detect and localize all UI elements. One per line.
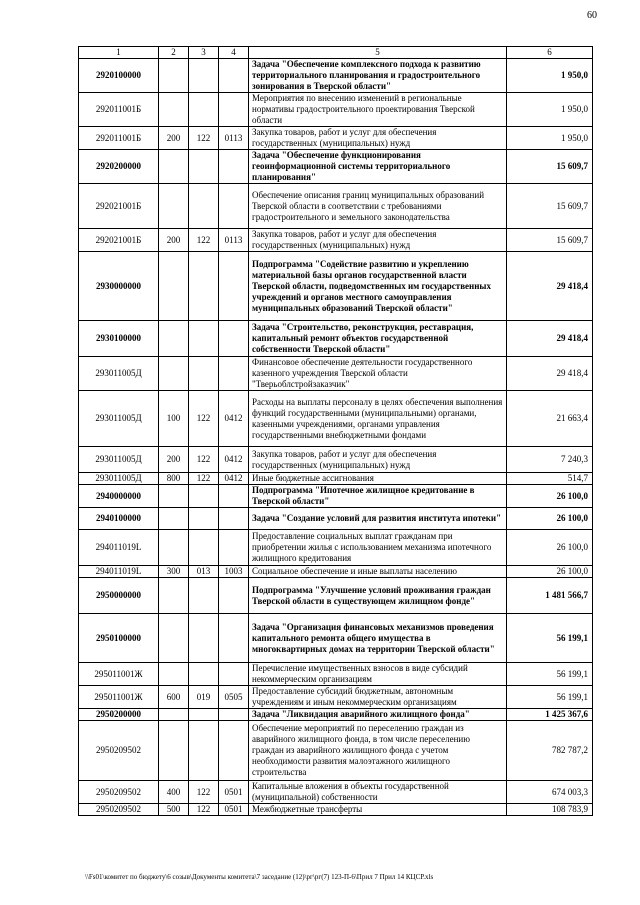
table-row — [79, 229, 593, 252]
header-cell: 3 — [189, 47, 219, 59]
description-cell: Закупка товаров, работ и услуг для обеспечения государственных (муниципальных) нужд — [249, 127, 507, 150]
code-cell: 292021001Б — [79, 184, 159, 229]
col3-cell: 013 — [189, 566, 219, 578]
col2-cell: 400 — [159, 781, 189, 804]
table-row — [79, 357, 593, 391]
code-cell: 292011001Б — [79, 127, 159, 150]
col3-cell: 122 — [189, 229, 219, 252]
col3-cell — [189, 614, 219, 663]
amount-cell: 15 609,7 — [507, 229, 593, 252]
col2-cell — [159, 357, 189, 391]
col2-cell: 200 — [159, 447, 189, 473]
header-cell: 5 — [249, 47, 507, 59]
table-row — [79, 614, 593, 663]
col4-cell — [219, 508, 249, 530]
code-cell: 2940100000 — [79, 508, 159, 530]
table-row — [79, 804, 593, 816]
amount-cell: 15 609,7 — [507, 150, 593, 184]
code-cell: 2950209502 — [79, 781, 159, 804]
description-cell: Задача "Создание условий для развития института ипотеки" — [249, 508, 507, 530]
description-cell: Подпрограмма "Ипотечное жилищное кредитование в Тверской области" — [249, 485, 507, 508]
amount-cell: 1 425 367,6 — [507, 709, 593, 721]
page-number: 60 — [587, 10, 597, 21]
col4-cell — [219, 614, 249, 663]
amount-cell: 1 481 566,7 — [507, 578, 593, 614]
col2-cell — [159, 663, 189, 686]
col2-cell — [159, 184, 189, 229]
table-row — [79, 473, 593, 485]
col3-cell — [189, 485, 219, 508]
col3-cell — [189, 530, 219, 566]
amount-cell: 29 418,4 — [507, 252, 593, 321]
col4-cell: 1003 — [219, 566, 249, 578]
col4-cell — [219, 530, 249, 566]
amount-cell: 26 100,0 — [507, 566, 593, 578]
col2-cell — [159, 252, 189, 321]
amount-cell: 7 240,3 — [507, 447, 593, 473]
description-cell: Предоставление субсидий бюджетным, автономным учреждениям и иным некоммерческим организациям — [249, 686, 507, 709]
amount-cell: 15 609,7 — [507, 184, 593, 229]
col3-cell — [189, 59, 219, 93]
table-row — [79, 781, 593, 804]
amount-cell: 1 950,0 — [507, 59, 593, 93]
col4-cell — [219, 252, 249, 321]
amount-cell: 26 100,0 — [507, 508, 593, 530]
table-row — [79, 709, 593, 721]
code-cell: 2920100000 — [79, 59, 159, 93]
description-cell: Мероприятия по внесению изменений в региональные нормативы градостроительного проектирования Тверской области — [249, 93, 507, 127]
code-cell: 2950209502 — [79, 804, 159, 816]
description-cell: Финансовое обеспечение деятельности государственного казенного учреждения Тверской области "Тверьоблстройзаказчик" — [249, 357, 507, 391]
col3-cell: 122 — [189, 473, 219, 485]
code-cell: 2930000000 — [79, 252, 159, 321]
col2-cell — [159, 150, 189, 184]
header-row — [79, 47, 593, 59]
code-cell: 294011019L — [79, 566, 159, 578]
code-cell: 293011005Д — [79, 391, 159, 447]
col2-cell: 800 — [159, 473, 189, 485]
description-cell: Обеспечение описания границ муниципальных образований Тверской области в соответствии с требованиями градостроительного и земельного законодательства — [249, 184, 507, 229]
code-cell: 293011005Д — [79, 357, 159, 391]
col2-cell: 300 — [159, 566, 189, 578]
col4-cell — [219, 321, 249, 357]
col2-cell — [159, 721, 189, 781]
code-cell: 292021001Б — [79, 229, 159, 252]
col3-cell: 122 — [189, 127, 219, 150]
amount-cell: 56 199,1 — [507, 686, 593, 709]
col2-cell: 200 — [159, 127, 189, 150]
table-row — [79, 59, 593, 93]
table-row — [79, 566, 593, 578]
amount-cell: 1 950,0 — [507, 93, 593, 127]
col4-cell — [219, 485, 249, 508]
col4-cell — [219, 184, 249, 229]
table-body — [79, 59, 593, 816]
header-cell: 1 — [79, 47, 159, 59]
description-cell: Межбюджетные трансферты — [249, 804, 507, 816]
code-cell: 2920200000 — [79, 150, 159, 184]
amount-cell: 56 199,1 — [507, 614, 593, 663]
col3-cell — [189, 357, 219, 391]
amount-cell: 29 418,4 — [507, 357, 593, 391]
description-cell: Задача "Организация финансовых механизмов проведения капитального ремонта общего имущества в многоквартирных домах на территории Тверской области" — [249, 614, 507, 663]
table-row — [79, 508, 593, 530]
code-cell: 295011001Ж — [79, 686, 159, 709]
header-cell: 4 — [219, 47, 249, 59]
header-cell: 6 — [507, 47, 593, 59]
description-cell: Перечисление имущественных взносов в виде субсидий некоммерческим организациям — [249, 663, 507, 686]
code-cell: 293011005Д — [79, 447, 159, 473]
amount-cell: 29 418,4 — [507, 321, 593, 357]
table-row — [79, 252, 593, 321]
budget-table — [78, 46, 593, 816]
table-row — [79, 391, 593, 447]
table-row — [79, 578, 593, 614]
code-cell: 2950209502 — [79, 721, 159, 781]
description-cell: Расходы на выплаты персоналу в целях обеспечения выполнения функций государственными (муниципальными) органами, казенными учреждениями, органами управления государственными внебюджетными фондами — [249, 391, 507, 447]
col2-cell — [159, 530, 189, 566]
header-cell: 2 — [159, 47, 189, 59]
col4-cell — [219, 578, 249, 614]
description-cell: Задача "Обеспечение функционирования геоинформационной системы территориального планирования" — [249, 150, 507, 184]
code-cell: 294011019L — [79, 530, 159, 566]
col3-cell — [189, 184, 219, 229]
col4-cell: 0412 — [219, 473, 249, 485]
table-row — [79, 663, 593, 686]
table-row — [79, 485, 593, 508]
code-cell: 2950000000 — [79, 578, 159, 614]
table-row — [79, 530, 593, 566]
col3-cell: 122 — [189, 391, 219, 447]
description-cell: Предоставление социальных выплат гражданам при приобретении жилья с использованием механизма ипотечного жилищного кредитования — [249, 530, 507, 566]
col3-cell — [189, 721, 219, 781]
amount-cell: 56 199,1 — [507, 663, 593, 686]
col2-cell — [159, 709, 189, 721]
col2-cell — [159, 614, 189, 663]
code-cell: 293011005Д — [79, 473, 159, 485]
code-cell: 2940000000 — [79, 485, 159, 508]
col4-cell: 0501 — [219, 781, 249, 804]
description-cell: Задача "Строительство, реконструкция, реставрация, капитальный ремонт объектов государственной собственности Тверской области" — [249, 321, 507, 357]
col2-cell — [159, 59, 189, 93]
col4-cell: 0113 — [219, 229, 249, 252]
col4-cell: 0412 — [219, 391, 249, 447]
col3-cell: 122 — [189, 781, 219, 804]
amount-cell: 26 100,0 — [507, 485, 593, 508]
col2-cell: 200 — [159, 229, 189, 252]
amount-cell: 1 950,0 — [507, 127, 593, 150]
col3-cell — [189, 663, 219, 686]
table-row — [79, 150, 593, 184]
table-row — [79, 447, 593, 473]
description-cell: Обеспечение мероприятий по переселению граждан из аварийного жилищного фонда, в том числе переселению граждан из аварийного жилищного фонда с учетом необходимости развития малоэтажного жилищного строительства — [249, 721, 507, 781]
col4-cell — [219, 59, 249, 93]
col3-cell: 019 — [189, 686, 219, 709]
code-cell: 2950100000 — [79, 614, 159, 663]
amount-cell: 514,7 — [507, 473, 593, 485]
amount-cell: 674 003,3 — [507, 781, 593, 804]
description-cell: Иные бюджетные ассигнования — [249, 473, 507, 485]
col2-cell — [159, 578, 189, 614]
col3-cell — [189, 508, 219, 530]
col3-cell — [189, 252, 219, 321]
amount-cell: 782 787,2 — [507, 721, 593, 781]
col4-cell — [219, 150, 249, 184]
description-cell: Задача "Ликвидация аварийного жилищного фонда" — [249, 709, 507, 721]
table-row — [79, 93, 593, 127]
code-cell: 295011001Ж — [79, 663, 159, 686]
col4-cell: 0505 — [219, 686, 249, 709]
amount-cell: 21 663,4 — [507, 391, 593, 447]
table-row — [79, 184, 593, 229]
file-path-footer: \\Fs01\комитет по бюджету\6 созыв\Документы комитета\7 заседание (12)\рг\рг(7) 123-П-6\Прил 7 Прил 14 КЦСР.xls — [85, 873, 434, 881]
col2-cell — [159, 93, 189, 127]
code-cell: 2930100000 — [79, 321, 159, 357]
col4-cell — [219, 93, 249, 127]
description-cell: Социальное обеспечение и иные выплаты населению — [249, 566, 507, 578]
code-cell: 2950200000 — [79, 709, 159, 721]
col4-cell: 0412 — [219, 447, 249, 473]
col4-cell — [219, 709, 249, 721]
col2-cell: 100 — [159, 391, 189, 447]
col4-cell — [219, 721, 249, 781]
col2-cell: 500 — [159, 804, 189, 816]
col3-cell — [189, 578, 219, 614]
table-row — [79, 321, 593, 357]
amount-cell: 26 100,0 — [507, 530, 593, 566]
description-cell: Капитальные вложения в объекты государственной (муниципальной) собственности — [249, 781, 507, 804]
description-cell: Закупка товаров, работ и услуг для обеспечения государственных (муниципальных) нужд — [249, 447, 507, 473]
col3-cell — [189, 93, 219, 127]
col3-cell — [189, 321, 219, 357]
table-row — [79, 127, 593, 150]
col4-cell — [219, 357, 249, 391]
description-cell: Подпрограмма "Содействие развитию и укреплению материальной базы органов государственной власти Тверской области, подведомственных им государственных учреждений и органов местного самоуправления муниципальных образований Тверской области" — [249, 252, 507, 321]
table-row — [79, 721, 593, 781]
amount-cell: 108 783,9 — [507, 804, 593, 816]
col4-cell: 0501 — [219, 804, 249, 816]
col2-cell: 600 — [159, 686, 189, 709]
col2-cell — [159, 508, 189, 530]
col4-cell — [219, 663, 249, 686]
col4-cell: 0113 — [219, 127, 249, 150]
col3-cell — [189, 709, 219, 721]
description-cell: Задача "Обеспечение комплексного подхода к развитию территориального планирования и градостроительного зонирования в Тверской области" — [249, 59, 507, 93]
col2-cell — [159, 485, 189, 508]
description-cell: Закупка товаров, работ и услуг для обеспечения государственных (муниципальных) нужд — [249, 229, 507, 252]
col3-cell: 122 — [189, 804, 219, 816]
table-row — [79, 686, 593, 709]
col3-cell: 122 — [189, 447, 219, 473]
col2-cell — [159, 321, 189, 357]
code-cell: 292011001Б — [79, 93, 159, 127]
col3-cell — [189, 150, 219, 184]
description-cell: Подпрограмма "Улучшение условий проживания граждан Тверской области в существующем жилищном фонде" — [249, 578, 507, 614]
